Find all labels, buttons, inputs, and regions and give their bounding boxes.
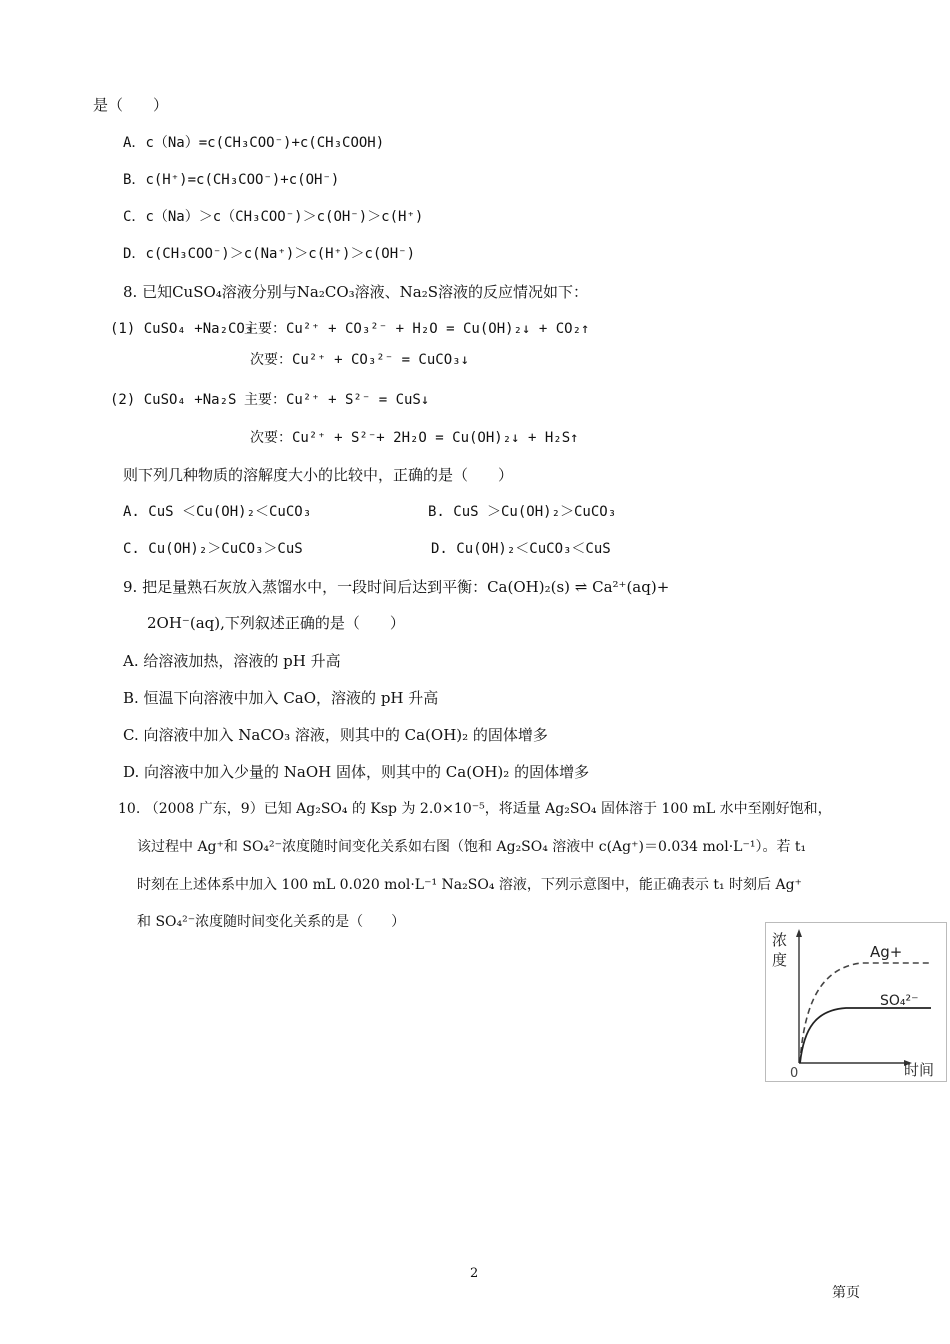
q9-option-a: A. 给溶液加热，溶液的 pH 升高 [123,652,341,670]
x-label: 时间 [904,1061,935,1079]
y-label-2: 度 [772,951,788,969]
q8-question: 则下列几种物质的溶解度大小的比较中，正确的是（ ） [123,466,514,484]
q10-line4: 和 SO₄²⁻浓度随时间变化关系的是（ ） [137,914,406,930]
q10-line3: 时刻在上述体系中加入 100 mL 0.020 mol·L⁻¹ Na₂SO₄ 溶液，下列示意图中，能正确表示 t₁ 时刻后 Ag⁺ [137,877,802,893]
q8-option-c: C. Cu(OH)₂＞CuCO₃＞CuS [123,541,303,557]
q7-option-c-label: C． [123,209,146,225]
q8-option-b: B. CuS ＞Cu(OH)₂＞CuCO₃ [428,504,617,520]
series-so4-curve [800,1008,931,1063]
q7-option-c-text: c（Na）＞c（CH₃COO⁻)＞c(OH⁻)＞c(H⁺) [145,209,424,225]
q8-option-a: A. CuS ＜Cu(OH)₂＜CuCO₃ [123,504,312,520]
q8-reaction2-main: 主要：Cu²⁺ + S²⁻ = CuS↓ [244,392,430,408]
q7-option-b-text: c(H⁺)=c(CH₃COO⁻)+c(OH⁻) [145,172,340,188]
q9-stem-line2: 2OH⁻(aq),下列叙述正确的是（ ） [147,614,405,632]
q10-line1: 10. （2008 广东，9）已知 Ag₂SO₄ 的 Ksp 为 2.0×10⁻⁵，将适量 Ag₂SO₄ 固体溶于 100 mL 水中至刚好饱和， [118,801,832,817]
q8-reaction1-minor: 次要：Cu²⁺ + CO₃²⁻ = CuCO₃↓ [250,352,470,368]
q7-option-b-label: B． [123,172,146,188]
series-ag-curve [800,963,931,1063]
concentration-time-figure [765,922,947,1082]
q7-option-c [123,207,423,227]
q9-option-b: B. 恒温下向溶液中加入 CaO，溶液的 pH 升高 [123,689,439,707]
concentration-time-plot [766,923,946,1081]
q9-stem-line1: 9. 把足量熟石灰放入蒸馏水中，一段时间后达到平衡：Ca(OH)₂(s) ⇌ Ca²⁺(aq)+ [123,578,670,596]
page-label: 第页 [832,1285,860,1301]
series-ag-label: Ag+ [870,943,903,961]
q8-stem: 8. 已知CuSO₄溶液分别与Na₂CO₃溶液、Na₂S溶液的反应情况如下： [123,283,589,301]
q7-option-d [123,244,415,264]
q8-reaction1-main: 主要：Cu²⁺ + CO₃²⁻ + H₂O = Cu(OH)₂↓ + CO₂↑ [244,321,590,337]
series-so4-label: SO₄²⁻ [880,993,919,1009]
q9-option-c: C. 向溶液中加入 NaCO₃ 溶液，则其中的 Ca(OH)₂ 的固体增多 [123,726,548,744]
q7-option-a [123,133,384,153]
q7-option-d-label: D． [123,246,146,262]
q7-option-a-label: A． [123,135,146,151]
y-label-1: 浓 [772,931,788,949]
q10-line2: 该过程中 Ag⁺和 SO₄²⁻浓度随时间变化关系如右图（饱和 Ag₂SO₄ 溶液中 c(Ag⁺)＝0.034 mol·L⁻¹）。若 t₁ [137,839,807,855]
origin-label: 0 [790,1066,799,1081]
page-number: 2 [470,1266,479,1281]
q8-reaction2-minor: 次要：Cu²⁺ + S²⁻+ 2H₂O = Cu(OH)₂↓ + H₂S↑ [250,430,579,446]
q8-option-d: D. Cu(OH)₂＜CuCO₃＜CuS [431,541,611,557]
q8-reaction2-label: (2) CuSO₄ +Na₂S [110,392,237,408]
q7-option-b [123,170,339,190]
q9-option-d: D. 向溶液中加入少量的 NaOH 固体，则其中的 Ca(OH)₂ 的固体增多 [123,763,590,781]
q8-reaction1-label: (1) CuSO₄ +Na₂CO₃ [110,321,254,337]
q7-option-d-text: c(CH₃COO⁻)＞c(Na⁺)＞c(H⁺)＞c(OH⁻) [145,246,416,262]
q7-option-a-text: c（Na）=c(CH₃COO⁻)+c(CH₃COOH) [145,135,385,151]
q7-stem-tail: 是（ ） [93,96,169,114]
y-axis-arrow-icon [796,929,802,937]
